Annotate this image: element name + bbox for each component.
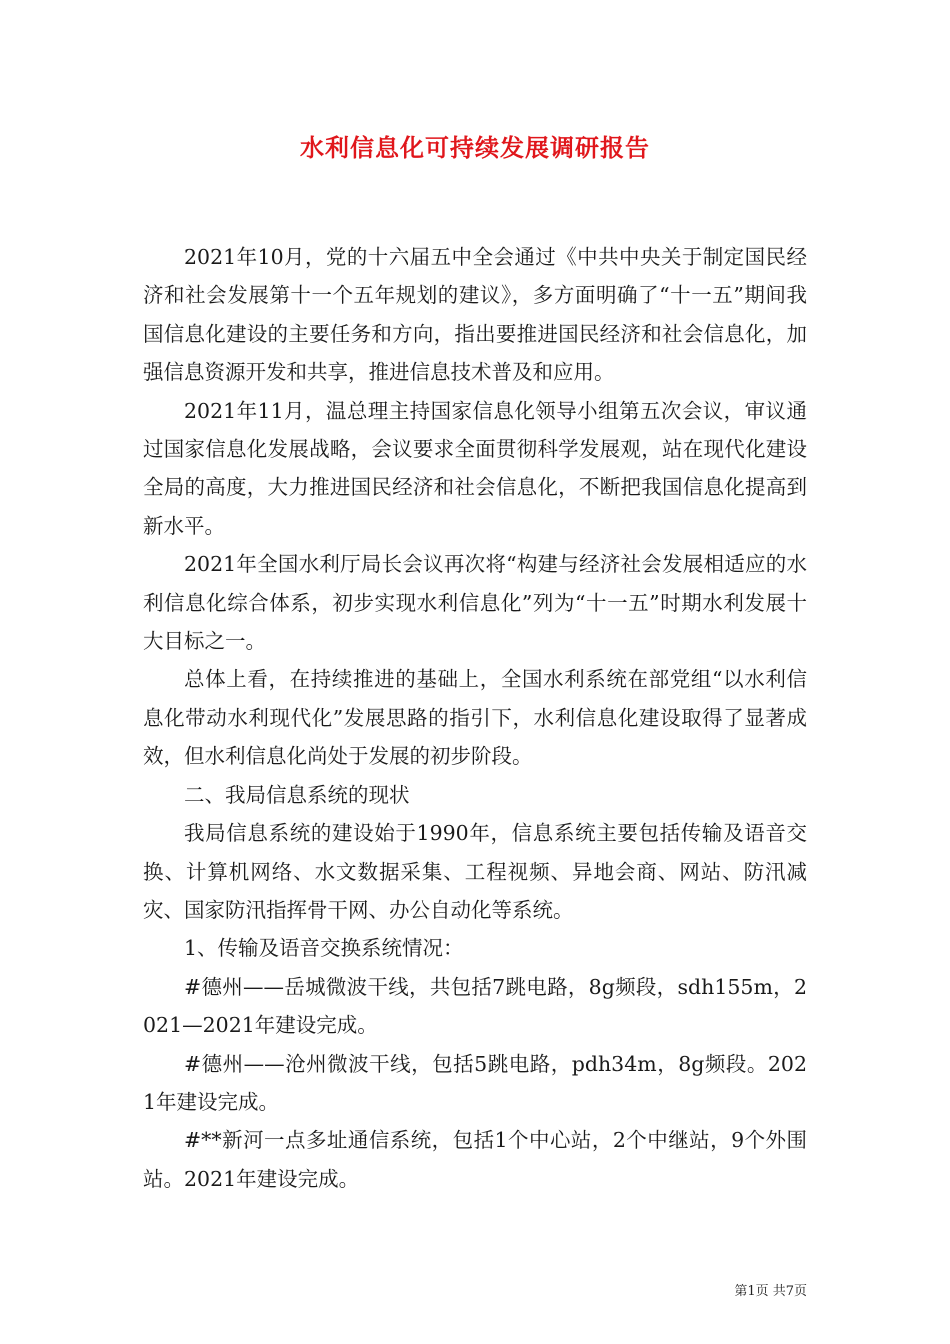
paragraph: #德州——沧州微波干线，包括5跳电路，pdh34m，8g频段。2021年建设完成。: [143, 1051, 807, 1114]
paragraph: 2021年10月，党的十六届五中全会通过《中共中央关于制定国民经济和社会发展第十一个五年规划的建议》，多方面明确了“十一五”期间我国信息化建设的主要任务和方向，指出要推进国民经济和社会信息化，加强信息资源开发和共享，推进信息技术普及和应用。: [143, 245, 807, 385]
page-number: 第1页 共7页: [734, 1284, 807, 1299]
section-heading: 二、我局信息系统的现状: [184, 782, 410, 807]
paragraph: 我局信息系统的建设始于1990年，信息系统主要包括传输及语音交换、计算机网络、水文数据采集、工程视频、异地会商、网站、防汛减灾、国家防汛指挥骨干网、办公自动化等系统。: [143, 821, 807, 922]
paragraph: #**新河一点多址通信系统，包括1个中心站，2个中继站，9个外围站。2021年建设完成。: [143, 1128, 807, 1191]
paragraph: 总体上看，在持续推进的基础上，全国水利系统在部党组“以水利信息化带动水利现代化”发展思路的指引下，水利信息化建设取得了显著成效，但水利信息化尚处于发展的初步阶段。: [143, 667, 807, 769]
paragraph: 1、传输及语音交换系统情况：: [184, 936, 464, 961]
document-title: 水利信息化可持续发展调研报告: [300, 133, 650, 162]
paragraph: 2021年11月，温总理主持国家信息化领导小组第五次会议，审议通过国家信息化发展战略，会议要求全面贯彻科学发展观，站在现代化建设全局的高度，大力推进国民经济和社会信息化，不断把我国信息化提高到新水平。: [143, 398, 807, 538]
paragraph: 2021年全国水利厅局长会议再次将“构建与经济社会发展相适应的水利信息化综合体系，初步实现水利信息化”列为“十一五”时期水利发展十大目标之一。: [143, 552, 807, 654]
paragraph: #德州——岳城微波干线，共包括7跳电路，8g频段，sdh155m，2021—2021年建设完成。: [143, 974, 807, 1038]
document-body: [143, 238, 807, 1198]
